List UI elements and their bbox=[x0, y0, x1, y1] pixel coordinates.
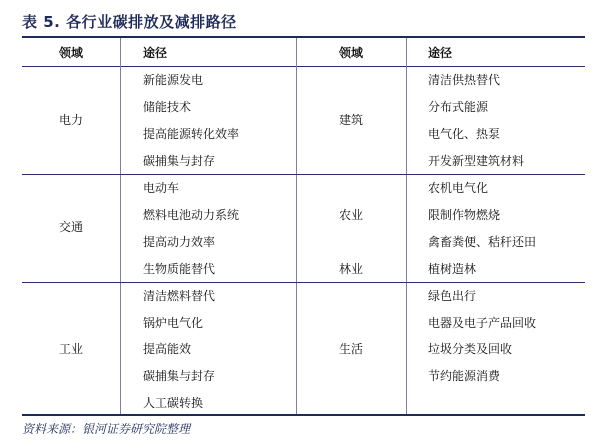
path-item: 垃圾分类及回收 bbox=[428, 342, 513, 356]
path-item: 限制作物燃烧 bbox=[428, 208, 501, 222]
divider-1 bbox=[120, 38, 121, 414]
top-rule bbox=[22, 36, 585, 38]
bottom-rule bbox=[22, 414, 585, 416]
path-item: 禽畜粪便、秸秆还田 bbox=[428, 235, 537, 249]
path-item: 提高能源转化效率 bbox=[143, 127, 240, 141]
domain-power: 电力 bbox=[58, 113, 83, 127]
path-item: 生物质能替代 bbox=[143, 262, 216, 276]
header-path-left: 途径 bbox=[143, 46, 168, 60]
group-rule-1 bbox=[22, 174, 585, 175]
path-item: 储能技术 bbox=[143, 100, 192, 114]
domain-industry: 工业 bbox=[58, 342, 83, 356]
domain-transport: 交通 bbox=[58, 220, 83, 234]
path-item: 新能源发电 bbox=[143, 73, 204, 87]
path-item: 提高动力效率 bbox=[143, 235, 216, 249]
path-item: 节约能源消费 bbox=[428, 369, 501, 383]
path-item: 提高能效 bbox=[143, 342, 192, 356]
path-item: 植树造林 bbox=[428, 262, 477, 276]
source-note: 资料来源：银河证券研究院整理 bbox=[22, 422, 191, 436]
domain-living: 生活 bbox=[338, 342, 363, 356]
domain-agriculture: 农业 bbox=[338, 208, 363, 222]
path-item: 电气化、热泵 bbox=[428, 127, 501, 141]
path-item: 电动车 bbox=[143, 181, 180, 195]
path-item: 碳捕集与封存 bbox=[143, 369, 216, 383]
header-domain-right: 领域 bbox=[338, 46, 363, 60]
path-item: 燃料电池动力系统 bbox=[143, 208, 240, 222]
header-bottom-rule bbox=[22, 66, 585, 67]
path-item: 人工碳转换 bbox=[143, 396, 204, 410]
path-item: 清洁供热替代 bbox=[428, 73, 501, 87]
domain-forestry: 林业 bbox=[338, 262, 363, 276]
divider-3 bbox=[406, 38, 407, 414]
path-item: 电器及电子产品回收 bbox=[428, 316, 537, 330]
divider-2 bbox=[296, 38, 297, 414]
path-item: 锅炉电气化 bbox=[143, 316, 204, 330]
header-domain-left: 领域 bbox=[58, 46, 83, 60]
path-item: 分布式能源 bbox=[428, 100, 489, 114]
path-item: 农机电气化 bbox=[428, 181, 489, 195]
path-item: 清洁燃料替代 bbox=[143, 289, 216, 303]
group-rule-2 bbox=[22, 282, 585, 283]
domain-building: 建筑 bbox=[338, 113, 363, 127]
table-title: 表 5. 各行业碳排放及减排路径 bbox=[22, 13, 237, 31]
header-path-right: 途径 bbox=[428, 46, 453, 60]
path-item: 绿色出行 bbox=[428, 289, 477, 303]
path-item: 开发新型建筑材料 bbox=[428, 154, 525, 168]
path-item: 碳捕集与封存 bbox=[143, 154, 216, 168]
